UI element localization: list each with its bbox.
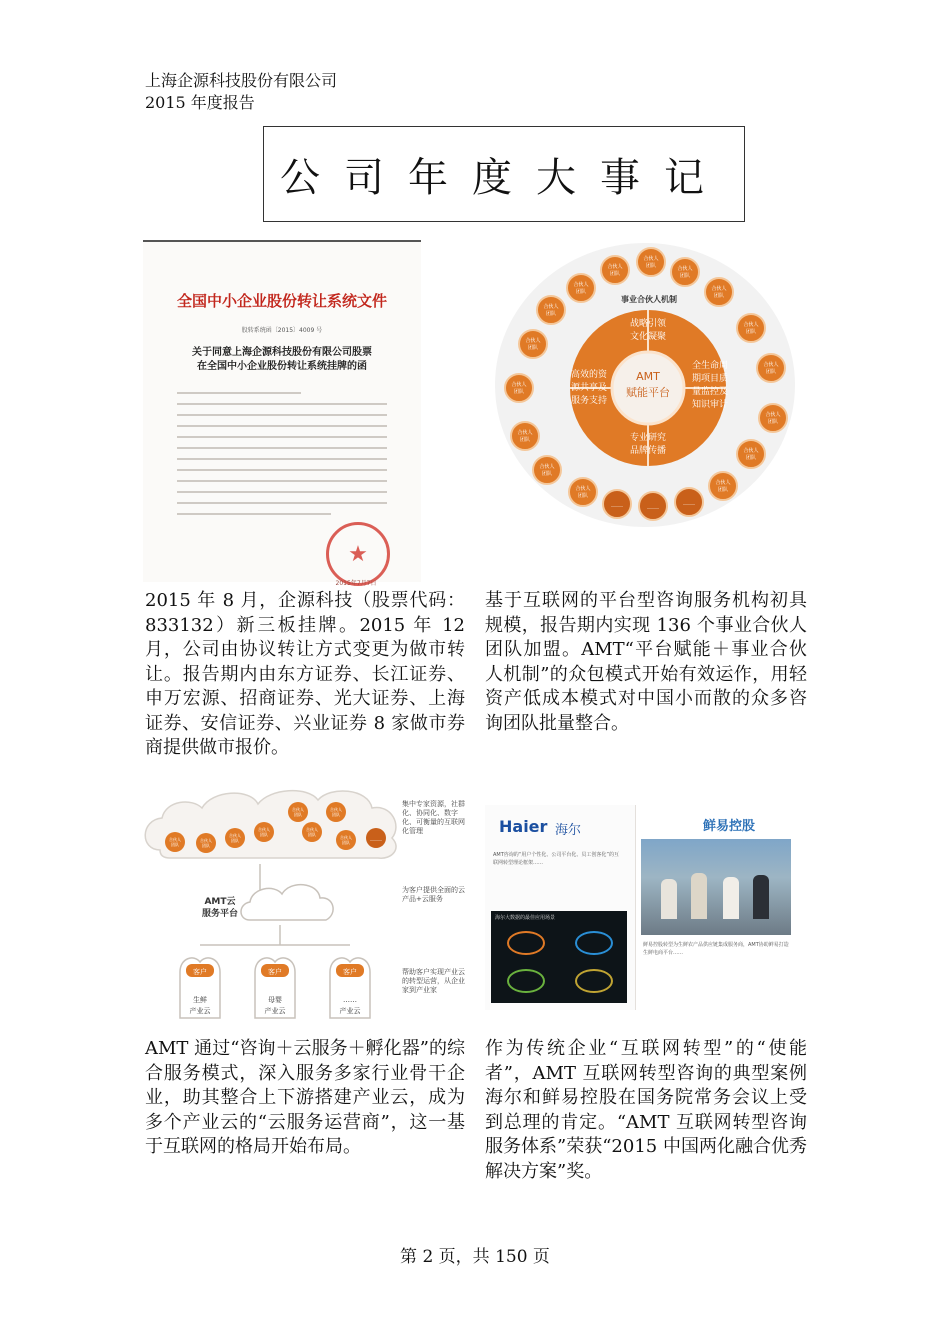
- segment-left-1: 高效的资: [570, 370, 608, 380]
- platform-cloud-icon: [241, 885, 333, 920]
- partner-node: [196, 833, 216, 853]
- person-figure: [723, 877, 739, 919]
- partner-node: [302, 822, 322, 842]
- segment-right-1: 全生命周: [691, 361, 729, 371]
- node-label-2: 团队: [513, 389, 525, 395]
- text-line: [177, 458, 387, 460]
- node-label-1: 合伙人: [539, 464, 555, 470]
- ellipsis-label: ……: [647, 504, 659, 511]
- node-label-1: 合伙人: [677, 266, 693, 272]
- node-label-2: 团队: [679, 273, 691, 279]
- node-label-1: 合伙人: [743, 322, 759, 328]
- xianyi-panel: [637, 805, 813, 1010]
- node-label-2: 团队: [717, 487, 729, 493]
- person-figure: [691, 873, 707, 919]
- header-company: 上海企源科技股份有限公司: [145, 71, 338, 90]
- haier-panel: [485, 805, 636, 1010]
- segment-top-1: 战略引领: [629, 319, 667, 329]
- letter-subject-2: 在全国中小企业股份转让系统挂牌的函: [197, 361, 367, 372]
- text-line: [177, 403, 387, 405]
- partner-node: [336, 830, 356, 850]
- node-label-1: 合伙人: [575, 486, 591, 492]
- page-number: 第 2 页，共 150 页: [400, 1247, 550, 1267]
- ellipsis-label: ……: [370, 836, 382, 843]
- partner-node: [519, 330, 547, 358]
- node-label-1: 合伙人: [543, 304, 559, 310]
- client-label: 客户: [343, 968, 357, 976]
- node-label-1: 合伙人: [306, 827, 318, 832]
- node-label-1: 合伙人: [643, 256, 659, 262]
- haier-logo-cn: 海尔: [555, 823, 582, 838]
- partner-node-ellipsis: [366, 828, 386, 848]
- platform-label-2: 服务平台: [201, 909, 239, 919]
- text-line: [177, 491, 387, 493]
- ellipsis-label: ……: [611, 502, 623, 509]
- partner-mechanism-diagram: [493, 240, 798, 530]
- industry-cloud: [180, 958, 220, 1018]
- node-label-1: 合伙人: [511, 382, 527, 388]
- node-label-2: 团队: [609, 271, 621, 277]
- text-line: [177, 414, 387, 416]
- industry-cloud: [330, 958, 370, 1018]
- client-label: 客户: [268, 968, 282, 976]
- text-line: [177, 480, 387, 482]
- ring-icon: [575, 931, 613, 955]
- industry-cloud: [255, 958, 295, 1018]
- text-line: [177, 436, 387, 438]
- node-label-2: 团队: [294, 812, 302, 817]
- partner-node: [537, 296, 565, 324]
- partner-node: [165, 832, 185, 852]
- node-label-2: 团队: [171, 842, 179, 847]
- partner-node: [759, 404, 787, 432]
- node-label-1: 合伙人: [330, 807, 342, 812]
- node-label-1: 合伙人: [229, 833, 241, 838]
- node-label-1: 合伙人: [258, 827, 270, 832]
- segment-right-3: 量监控及: [691, 387, 729, 397]
- node-label-2: 团队: [519, 437, 531, 443]
- paragraph-listing: 2015 年 8 月，企源科技（股票代码：833132）新三板挂牌。2015 年 12 月，公司由协议转让方式变更为做市转让。报告期内由东方证券、长江证券、申万宏源、招商证券、光大证券、上海证券、安信证券、兴业证券 8 家做市券商提供做市报价。: [145, 590, 465, 758]
- paragraph-cloud-service: AMT 通过“咨询＋云服务＋孵化器”的综合服务模式，深入服务多家行业骨干企业，助其整合上下游搭建产业云，成为多个产业云的“云服务运营商”，这一基于互联网的格局开始布局。: [145, 1038, 465, 1157]
- node-label-2: 团队: [765, 369, 777, 375]
- node-label-2: 团队: [342, 840, 350, 845]
- node-label-1: 合伙人: [573, 282, 589, 288]
- mechanism-title: 事业合伙人机制: [621, 295, 677, 304]
- partner-node: [225, 828, 245, 848]
- partner-node: [705, 278, 733, 306]
- node-label-1: 合伙人: [525, 338, 541, 344]
- ring-icon: [507, 969, 545, 993]
- text-line: [177, 425, 387, 427]
- node-label-2: 团队: [231, 838, 239, 843]
- text-line: [177, 447, 387, 449]
- partner-node: [757, 354, 785, 382]
- cloud-note-1: [402, 800, 468, 850]
- node-label-2: 团队: [577, 493, 589, 499]
- segment-bottom-1: 专业研究: [629, 433, 667, 443]
- node-label-2: 团队: [545, 311, 557, 317]
- industry-cloud-2-line1: 母婴: [268, 996, 282, 1004]
- partner-node-ellipsis: [603, 490, 631, 518]
- partner-node: [671, 258, 699, 286]
- partner-node: [505, 374, 533, 402]
- segment-left-2: 源共享及: [570, 383, 608, 393]
- cloud-note-1-text: 集中专家资源，社群化、协同化、数字化、可衡量的互联网化管理: [402, 800, 465, 835]
- cloud-note-2-text: 为客户提供全面的云产品+云服务: [402, 886, 465, 903]
- ring-icon: [507, 931, 545, 955]
- node-label-2: 团队: [527, 345, 539, 351]
- partner-node-ellipsis: [639, 492, 667, 520]
- text-line: [177, 392, 301, 394]
- center-label-2: 赋能平台: [626, 386, 670, 399]
- person-figure: [661, 879, 677, 919]
- industry-cloud-1-line2: 产业云: [189, 1007, 211, 1015]
- industry-cloud-3-line1: ……: [343, 996, 357, 1004]
- cloud-note-3-text: 帮助客户实现产业云的转型运营，从企业家到产业家: [402, 968, 465, 994]
- case-study-image: [485, 805, 813, 1010]
- node-label-1: 合伙人: [711, 286, 727, 292]
- page-title: 公司年度大事记: [263, 126, 745, 222]
- haier-logo: Haier: [499, 817, 548, 836]
- xianyi-text: 鲜易控股转型为生鲜农产品供应链集成服务商，AMT协助鲜易打造生鲜电商平台……: [643, 942, 789, 956]
- ellipsis-label: ……: [683, 500, 695, 507]
- node-label-1: 合伙人: [340, 835, 352, 840]
- node-label-2: 团队: [202, 843, 210, 848]
- partner-node: [737, 440, 765, 468]
- node-label-1: 合伙人: [743, 448, 759, 454]
- segment-right-2: 期项目质: [691, 374, 729, 384]
- approval-letter-image: [143, 240, 421, 587]
- cloud-service-diagram: [140, 780, 470, 1030]
- partner-node: [601, 256, 629, 284]
- paragraph-platform: 基于互联网的平台型咨询服务机构初具规模，报告期内实现 136 个事业合伙人团队加盟。AMT“平台赋能＋事业合伙人机制”的众包模式开始有效运作，用轻资产低成本模式对中国小而散的众多咨询团队批量整合。: [485, 590, 807, 734]
- meeting-photo: [641, 839, 791, 935]
- node-label-2: 团队: [575, 289, 587, 295]
- node-label-1: 合伙人: [292, 807, 304, 812]
- text-line: [177, 502, 387, 504]
- node-label-2: 团队: [260, 832, 268, 837]
- haier-caption: 海尔大数据的最佳应用场景: [495, 915, 556, 921]
- letter-doc-number: 股转系统函〔2015〕4009 号: [241, 327, 323, 334]
- partner-node: [254, 822, 274, 842]
- text-line: [177, 513, 331, 515]
- cloud-note-3: [402, 968, 468, 1024]
- cloud-note-2: [402, 886, 468, 932]
- paragraph-transformation: 作为传统企业“互联网转型”的“使能者”，AMT 互联网转型咨询的典型案例海尔和鲜易控股在国务院常务会议上受到总理的肯定。“AMT 互联网转型咨询服务体系”荣获“2015 中国两化融合优秀解决方案”奖。: [485, 1038, 807, 1182]
- node-label-2: 团队: [308, 832, 316, 837]
- node-label-1: 合伙人: [607, 264, 623, 270]
- partner-node: [569, 478, 597, 506]
- node-label-1: 合伙人: [169, 837, 181, 842]
- seal-date: 2015年7月7日: [335, 580, 377, 587]
- partner-node: [533, 456, 561, 484]
- letter-subject-1: 关于同意上海企源科技股份有限公司股票: [192, 347, 372, 358]
- industry-cloud-3-line2: 产业云: [339, 1007, 361, 1015]
- header-report: 2015 年度报告: [145, 93, 255, 112]
- node-label-2: 团队: [332, 812, 340, 817]
- segment-bottom-2: 品牌传播: [629, 446, 667, 456]
- client-label: 客户: [193, 968, 207, 976]
- node-label-2: 团队: [745, 455, 757, 461]
- segment-right-4: 知识审计: [691, 400, 729, 410]
- person-figure: [753, 875, 769, 919]
- partner-node: [288, 802, 308, 822]
- node-label-1: 合伙人: [765, 412, 781, 418]
- node-label-1: 合伙人: [200, 838, 212, 843]
- segment-top-2: 文化凝聚: [629, 332, 667, 342]
- partner-node-ellipsis: [675, 488, 703, 516]
- industry-cloud-1-line1: 生鲜: [193, 996, 207, 1004]
- industry-cloud-2-line2: 产业云: [264, 1007, 286, 1015]
- node-label-2: 团队: [745, 329, 757, 335]
- text-line: [177, 469, 387, 471]
- node-label-2: 团队: [767, 419, 779, 425]
- partner-node: [737, 314, 765, 342]
- partner-node: [637, 248, 665, 276]
- node-label-2: 团队: [713, 293, 725, 299]
- partner-node: [511, 422, 539, 450]
- partner-node: [709, 472, 737, 500]
- official-seal-icon: ★: [326, 522, 390, 586]
- node-label-1: 合伙人: [763, 362, 779, 368]
- xianyi-logo: 鲜易控股: [703, 819, 756, 834]
- node-label-2: 团队: [645, 263, 657, 269]
- haier-text: AMT咨询的“用户个性化、公司平台化、员工创客化”的互联网转型理论框架……: [493, 852, 619, 866]
- segment-left-3: 服务支持: [570, 396, 608, 406]
- letter-heading: 全国中小企业股份转让系统文件: [176, 292, 387, 310]
- node-label-2: 团队: [541, 471, 553, 477]
- partner-node: [567, 274, 595, 302]
- node-label-1: 合伙人: [517, 430, 533, 436]
- haier-bigdata-graphic: [491, 911, 627, 1003]
- platform-label-1: AMT云: [204, 897, 236, 907]
- partner-node: [326, 802, 346, 822]
- node-label-1: 合伙人: [715, 480, 731, 486]
- ring-icon: [575, 969, 613, 993]
- center-label-1: AMT: [636, 370, 660, 383]
